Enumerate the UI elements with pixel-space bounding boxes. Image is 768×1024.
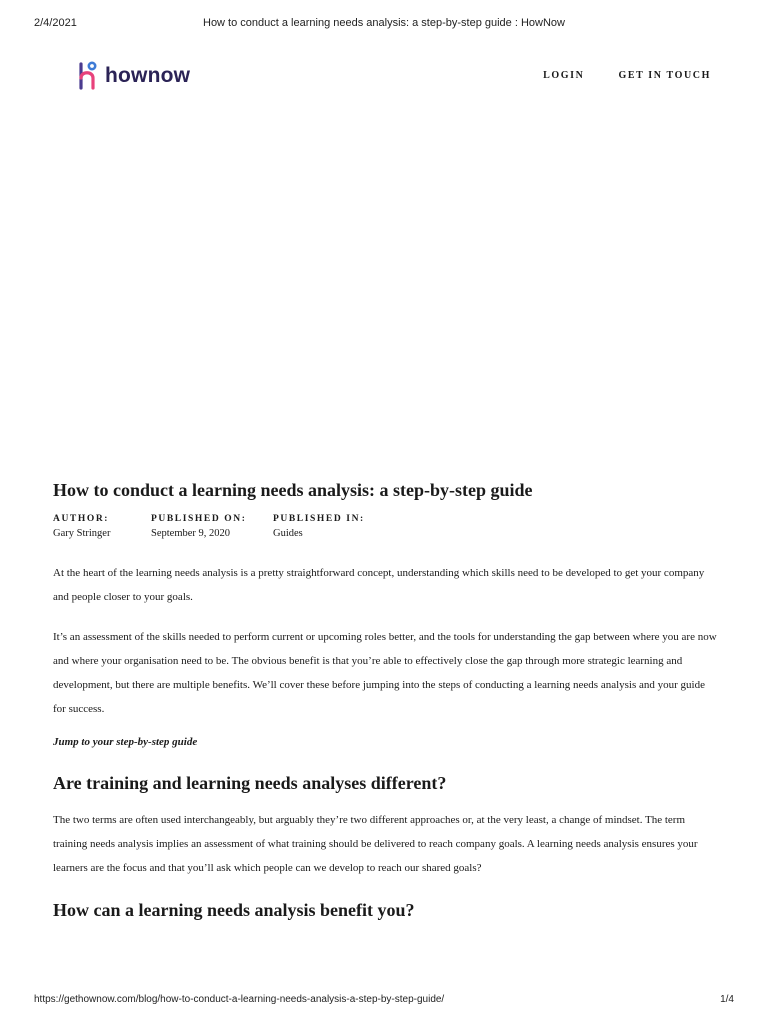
meta-published-on bbox=[151, 514, 273, 539]
intro-paragraph-2: It’s an assessment of the skills needed to perform current or upcoming roles better, and the tools for understanding the gap between where you are now and where your organisation need to be. The obvious benefit is that you’re able to effectively close the gap through more strategic learning and development, but there are multiple benefits. We’ll cover these before jumping into the steps of conducting a learning needs analysis and your guide for success. bbox=[53, 631, 717, 715]
print-page-number: 1/4 bbox=[720, 994, 734, 1005]
jump-to-guide-link[interactable]: Jump to your step-by-step guide bbox=[53, 736, 198, 748]
article-meta bbox=[53, 514, 718, 539]
hownow-logo-icon bbox=[77, 61, 99, 91]
article-title: How to conduct a learning needs analysis: a step-by-step guide bbox=[53, 480, 533, 500]
meta-published-in bbox=[273, 514, 365, 539]
article bbox=[53, 480, 718, 921]
print-page-title: How to conduct a learning needs analysis: a step-by-step guide : HowNow bbox=[203, 17, 565, 29]
login-link[interactable]: LOGIN bbox=[543, 70, 585, 81]
print-url: https://gethownow.com/blog/how-to-conduct-a-learning-needs-analysis-a-step-by-step-guide/ bbox=[34, 994, 445, 1005]
get-in-touch-link[interactable]: GET IN TOUCH bbox=[618, 70, 711, 81]
section-paragraph-training-vs-learning: The two terms are often used interchangeably, but arguably they’re two different approaches or, at the very least, a change of mindset. The term training needs analysis implies an assessment of what training should be delivered to reach company goals. A learning needs analysis ensures your learners are the focus and that you’ll ask which people can we develop to reach our shared goals? bbox=[53, 814, 698, 874]
meta-author-label: AUTHOR: bbox=[53, 514, 110, 524]
meta-author-value: Gary Stringer bbox=[53, 528, 111, 539]
meta-published-in-label: PUBLISHED IN: bbox=[273, 514, 365, 524]
meta-published-in-value[interactable]: Guides bbox=[273, 528, 303, 539]
brand-name: hownow bbox=[105, 64, 191, 87]
intro-paragraph-1: At the heart of the learning needs analysis is a pretty straightforward concept, understanding which skills need to be developed to get your company and people closer to your goals. bbox=[53, 567, 705, 603]
meta-published-on-label: PUBLISHED ON: bbox=[151, 514, 247, 524]
print-date: 2/4/2021 bbox=[34, 17, 77, 29]
section-heading-training-vs-learning: Are training and learning needs analyses different? bbox=[53, 773, 447, 793]
top-nav bbox=[543, 70, 711, 81]
meta-author bbox=[53, 514, 151, 539]
meta-published-on-value: September 9, 2020 bbox=[151, 528, 231, 539]
section-heading-benefits: How can a learning needs analysis benefit you? bbox=[53, 900, 415, 920]
hownow-logo[interactable] bbox=[77, 60, 190, 92]
